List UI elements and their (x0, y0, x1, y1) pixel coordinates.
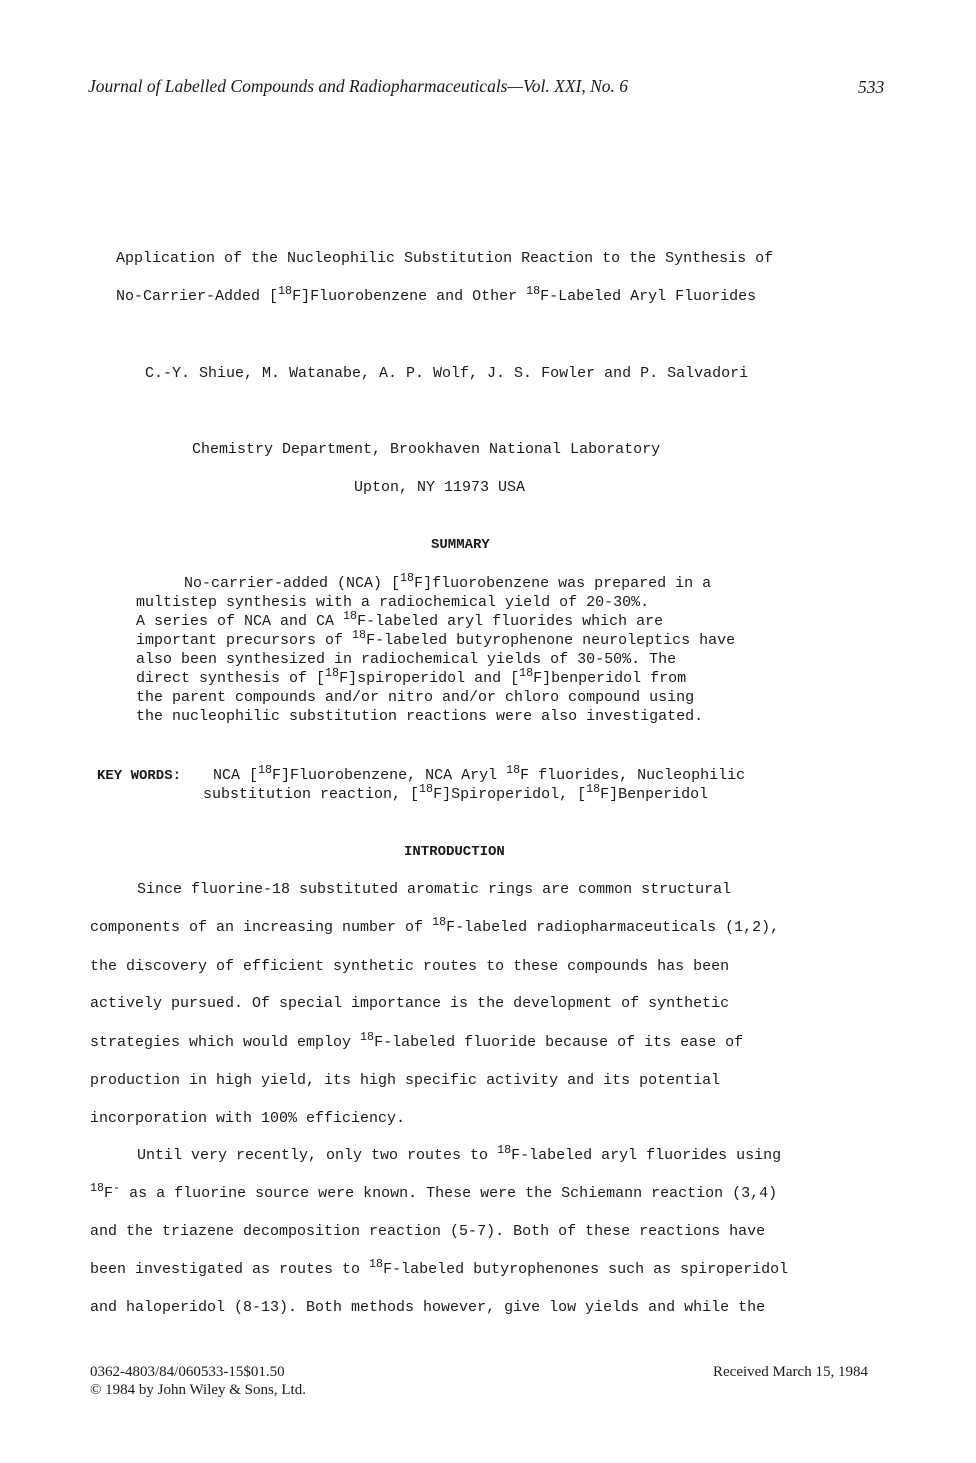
body-line: Since fluorine-18 substituted aromatic rings are common structural (137, 881, 732, 898)
body-line: actively pursued. Of special importance is the development of synthetic (90, 995, 730, 1012)
summary-line: also been synthesized in radiochemical yields of 30-50%. The (136, 651, 677, 668)
body-line: incorporation with 100% efficiency. (90, 1110, 406, 1127)
summary-line: No-carrier-added (NCA) [$^{18}$F]fluorobenzene was prepared in a (184, 571, 712, 592)
summary-heading: SUMMARY (431, 537, 490, 553)
copyright-notice: © 1984 by John Wiley & Sons, Ltd. (90, 1382, 306, 1398)
body-line: $^{18}$F- as a fluorine source were known. These were the Schiemann reaction (3,4) (90, 1181, 778, 1202)
authors: C.-Y. Shiue, M. Watanabe, A. P. Wolf, J. S. Fowler and P. Salvadori (145, 365, 749, 382)
summary-line: direct synthesis of [$^{18}$F]spiroperidol and [$^{18}$F]benperidol from (136, 666, 687, 687)
summary-line: the nucleophilic substitution reactions were also investigated. (136, 708, 704, 725)
body-line: Until very recently, only two routes to $^{18}$F-labeled aryl fluorides using (137, 1143, 782, 1164)
received-date: Received March 15, 1984 (713, 1364, 868, 1380)
keywords-line-2: substitution reaction, [$^{18}$F]Spiroperidol, [$^{18}$F]Benperidol (203, 782, 709, 803)
page-number: 533 (858, 77, 885, 97)
body-line: production in high yield, its high specific activity and its potential (90, 1072, 721, 1089)
keywords-line-1: NCA [$^{18}$F]Fluorobenzene, NCA Aryl $^{18}$F fluorides, Nucleophilic (213, 763, 746, 784)
keywords-label: KEY WORDS: (97, 768, 182, 784)
title-line-2: No-Carrier-Added [$^{18}$F]Fluorobenzene and Other $^{18}$F-Labeled Aryl Fluorides (116, 284, 757, 305)
body-line: been investigated as routes to $^{18}$F-labeled butyrophenones such as spiroperidol (90, 1257, 789, 1278)
body-line: and haloperidol (8-13). Both methods however, give low yields and while the (90, 1299, 766, 1316)
body-line: the discovery of efficient synthetic routes to these compounds has been (90, 958, 730, 975)
title-line-1: Application of the Nucleophilic Substitution Reaction to the Synthesis of (116, 250, 774, 267)
body-line: components of an increasing number of $^{18}$F-labeled radiopharmaceuticals (1,2), (90, 915, 780, 936)
body-line: and the triazene decomposition reaction (5-7). Both of these reactions have (90, 1223, 766, 1240)
article-code: 0362-4803/84/060533-15$01.50 (90, 1364, 285, 1380)
summary-line: multistep synthesis with a radiochemical yield of 20-30%. (136, 594, 650, 611)
summary-line: important precursors of $^{18}$F-labeled butyrophenone neuroleptics have (136, 628, 736, 649)
body-line: strategies which would employ $^{18}$F-labeled fluoride because of its ease of (90, 1030, 744, 1051)
summary-line: A series of NCA and CA $^{18}$F-labeled aryl fluorides which are (136, 609, 664, 630)
summary-line: the parent compounds and/or nitro and/or chloro compound using (136, 689, 695, 706)
journal-header: Journal of Labelled Compounds and Radiopharmaceuticals—Vol. XXI, No. 6 (88, 76, 629, 96)
introduction-heading: INTRODUCTION (404, 844, 505, 860)
affiliation-line-2: Upton, NY 11973 USA (354, 479, 526, 496)
affiliation-line-1: Chemistry Department, Brookhaven National Laboratory (192, 441, 661, 458)
